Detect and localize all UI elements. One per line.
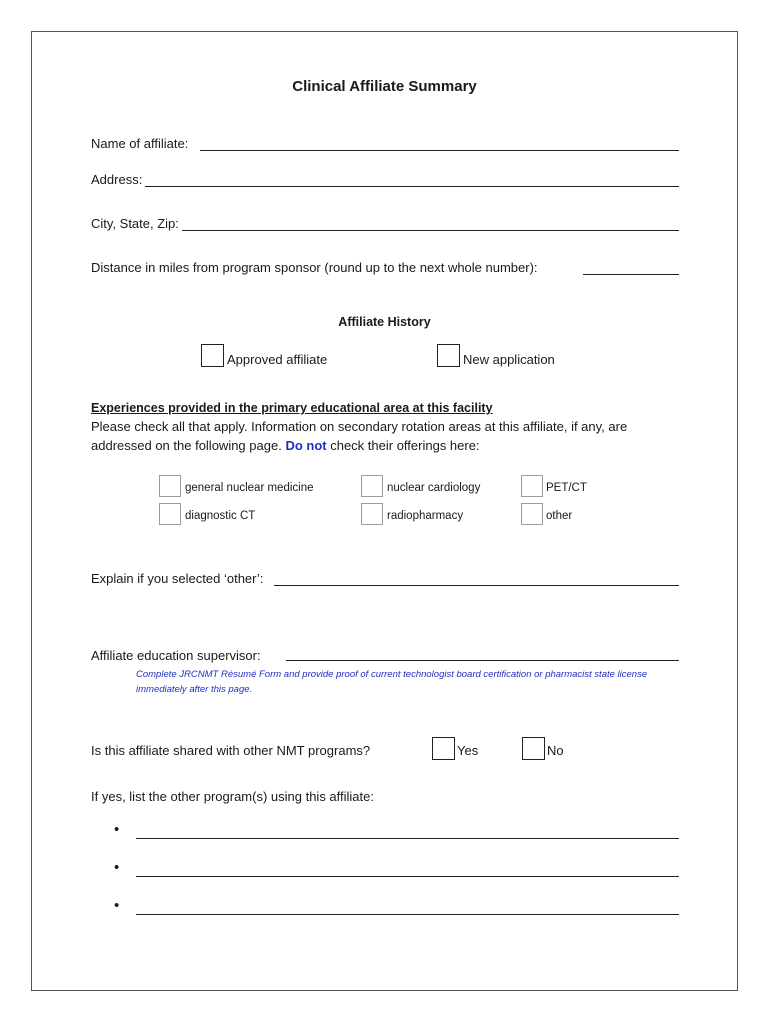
approved-affiliate-checkbox[interactable]	[201, 344, 224, 367]
supervisor-label: Affiliate education supervisor:	[91, 648, 261, 663]
general-nuclear-medicine-label: general nuclear medicine	[185, 482, 314, 494]
radiopharmacy-checkbox[interactable]	[361, 503, 383, 525]
program-field-3[interactable]	[136, 914, 679, 915]
pet-ct-label: PET/CT	[546, 482, 587, 494]
affiliate-history-title: Affiliate History	[338, 315, 431, 329]
do-not-emphasis: Do not	[285, 438, 327, 453]
other-checkbox[interactable]	[521, 503, 543, 525]
nuclear-cardiology-checkbox[interactable]	[361, 475, 383, 497]
explain-other-field[interactable]	[274, 585, 679, 586]
new-application-checkbox[interactable]	[437, 344, 460, 367]
other-programs-label: If yes, list the other program(s) using this affiliate:	[91, 789, 374, 804]
city-state-zip-label: City, State, Zip:	[91, 216, 179, 231]
other-label: other	[546, 510, 573, 522]
shared-yes-checkbox[interactable]	[432, 737, 455, 760]
instructions-text: Please check all that apply. Information on secondary rotation areas at this affiliate, if any, are addressed on the following page.	[91, 419, 628, 453]
form-title: Clinical Affiliate Summary	[292, 78, 477, 95]
city-state-zip-field[interactable]	[182, 230, 679, 231]
instructions-text-end: check their offerings here:	[330, 438, 480, 453]
bullet-3: •	[114, 897, 120, 914]
explain-other-label: Explain if you selected ‘other’:	[91, 571, 264, 586]
shared-question: Is this affiliate shared with other NMT programs?	[91, 743, 371, 758]
experiences-instructions	[91, 417, 691, 455]
approved-affiliate-label: Approved affiliate	[227, 352, 328, 367]
radiopharmacy-label: radiopharmacy	[387, 510, 464, 522]
supervisor-field[interactable]	[286, 660, 679, 661]
distance-label: Distance in miles from program sponsor (round up to the next whole number):	[91, 260, 538, 275]
experiences-heading: Experiences provided in the primary educational area at this facility	[91, 401, 493, 415]
bullet-1: •	[114, 821, 120, 838]
program-field-2[interactable]	[136, 876, 679, 877]
name-field[interactable]	[200, 150, 679, 151]
new-application-label: New application	[463, 352, 555, 367]
general-nuclear-medicine-checkbox[interactable]	[159, 475, 181, 497]
program-field-1[interactable]	[136, 838, 679, 839]
pet-ct-checkbox[interactable]	[521, 475, 543, 497]
address-field[interactable]	[145, 186, 679, 187]
name-label: Name of affiliate:	[91, 136, 189, 151]
bullet-2: •	[114, 859, 120, 876]
shared-no-label: No	[547, 743, 564, 758]
nuclear-cardiology-label: nuclear cardiology	[387, 482, 481, 494]
shared-yes-label: Yes	[457, 743, 479, 758]
diagnostic-ct-checkbox[interactable]	[159, 503, 181, 525]
diagnostic-ct-label: diagnostic CT	[185, 510, 256, 522]
distance-field[interactable]	[583, 274, 679, 275]
address-label: Address:	[91, 172, 143, 187]
shared-no-checkbox[interactable]	[522, 737, 545, 760]
form-page	[31, 31, 738, 991]
supervisor-note: Complete JRCNMT Résumé Form and provide proof of current technologist board certification or pharmacist state license immediately after this page.	[136, 669, 648, 695]
